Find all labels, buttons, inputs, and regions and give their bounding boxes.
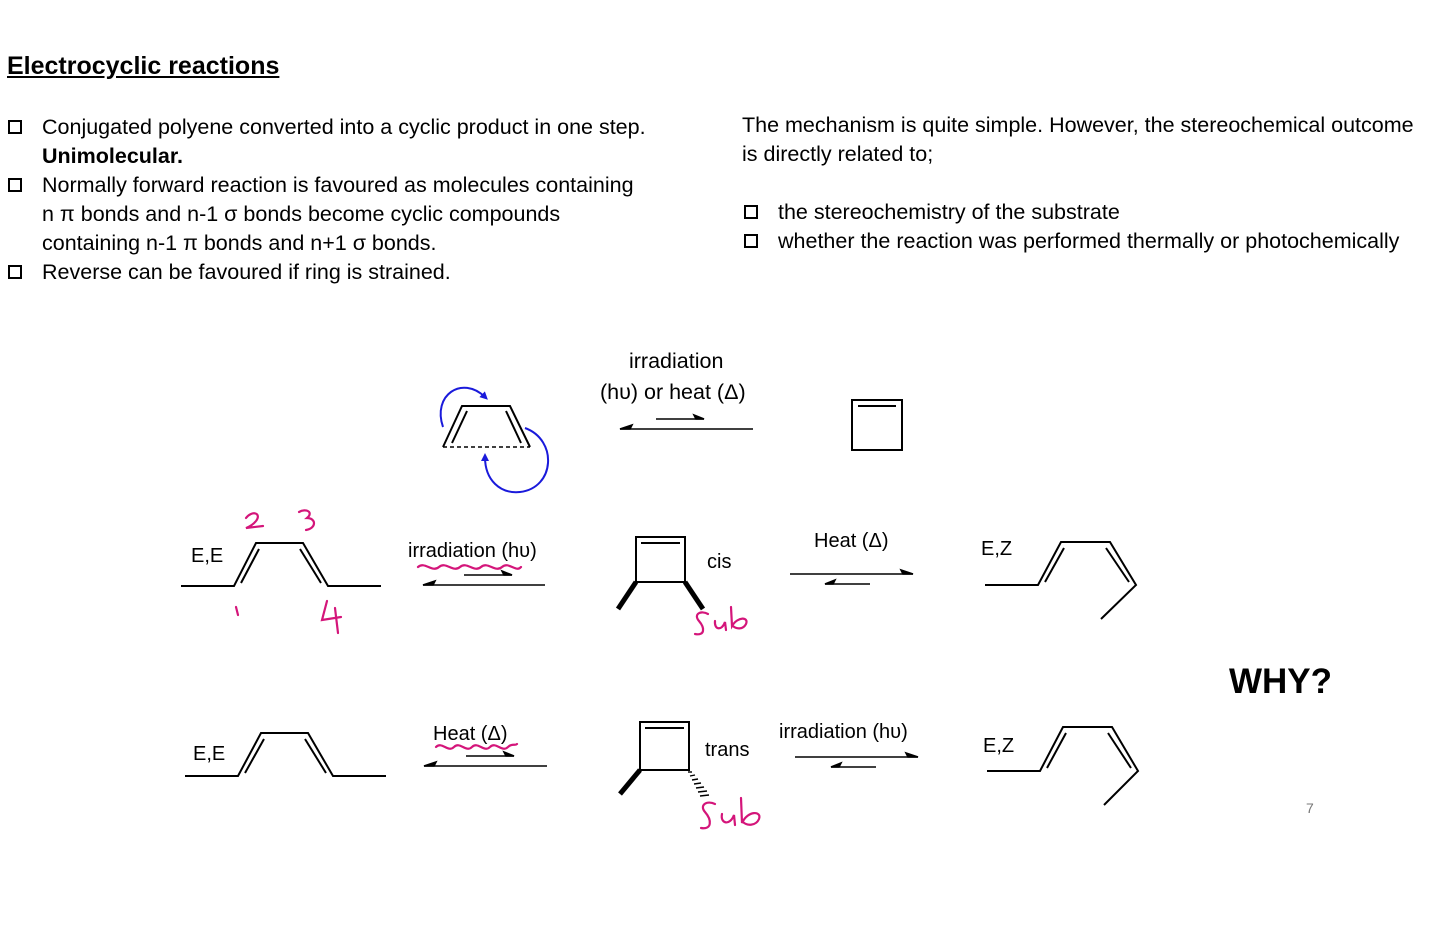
equilibrium-arrow-icon: [620, 415, 753, 429]
bullet-text: Conjugated polyene converted into a cyclic product in one step.: [42, 115, 646, 139]
row1-condition1: irradiation (hυ): [408, 540, 537, 562]
row2-condition2: irradiation (hυ): [779, 721, 908, 743]
mechanism-intro-text: The mechanism is quite simple. However, the stereochemical outcome is directly related to;: [742, 113, 1414, 166]
bullet-bold-text: Unimolecular.: [42, 144, 183, 168]
butadiene-cyclization-diagram: [443, 406, 530, 447]
page-title: Electrocyclic reactions: [7, 52, 280, 80]
cyclobutene-diagram: [852, 400, 902, 450]
row2-left-label: E,E: [193, 743, 226, 765]
row2-right-label: E,Z: [983, 735, 1015, 757]
why-heading: WHY?: [1229, 662, 1333, 701]
equilibrium-arrow-icon: [795, 753, 918, 767]
page-number: 7: [1306, 800, 1314, 816]
cis-cyclobutene-diagram: [618, 537, 703, 609]
bullet-text: the stereochemistry of the substrate: [778, 200, 1120, 224]
row1-condition2: Heat (Δ): [814, 530, 889, 552]
equilibrium-arrow-icon: [790, 570, 913, 584]
equilibrium-arrow-icon: [423, 571, 545, 585]
row1-product-label: cis: [707, 551, 732, 573]
bullet-text: Normally forward reaction is favoured as molecules containing n π bonds and n-1 σ bonds become cyclic compounds containing n-1 π bonds and n+1 σ bonds.: [42, 173, 634, 255]
trans-cyclobutene-diagram: [620, 722, 709, 796]
row2-product-label: trans: [705, 739, 750, 761]
row1-left-label: E,E: [191, 545, 224, 567]
row2-condition1: Heat (Δ): [433, 723, 508, 745]
equilibrium-arrow-icon: [424, 752, 547, 766]
row1-right-label: E,Z: [981, 538, 1013, 560]
bullet-text: Reverse can be favoured if ring is strained.: [42, 260, 451, 284]
bullet-text: whether the reaction was performed thermally or photochemically: [778, 229, 1400, 253]
top-condition-line2: (hυ) or heat (Δ): [600, 380, 746, 404]
curved-arrow-icon: [485, 428, 548, 492]
top-condition-line1: irradiation: [629, 349, 724, 373]
